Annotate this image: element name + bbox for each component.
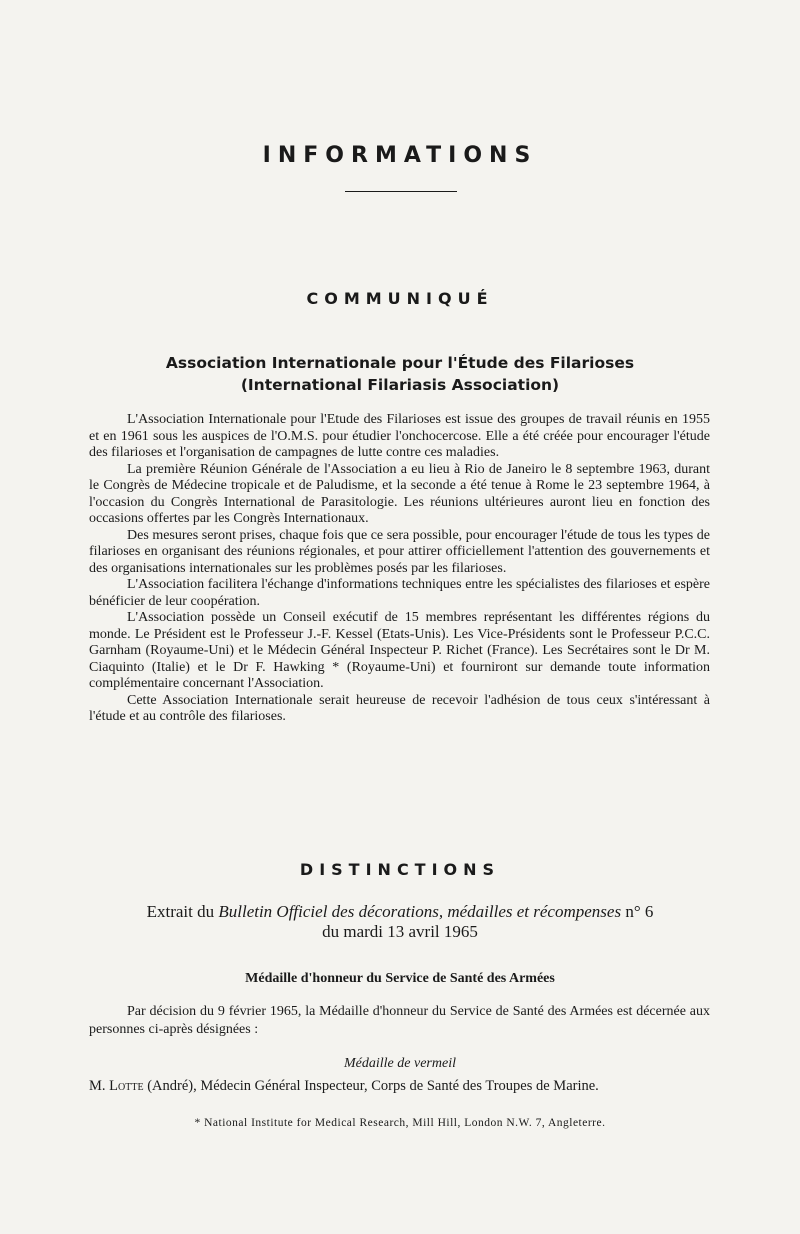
bulletin-number: n° 6 xyxy=(621,902,654,921)
distinctions-heading: DISTINCTIONS xyxy=(299,860,501,879)
decision-text xyxy=(89,1003,710,1039)
communique-heading: COMMUNIQUÉ xyxy=(306,289,494,308)
vermeil-subheading: Médaille de vermeil xyxy=(344,1056,456,1071)
communique-body xyxy=(89,412,710,726)
recipient-prefix: M. xyxy=(89,1078,110,1094)
paragraph: L'Association possède un Conseil exécutif de 15 membres représentant les différentes régions du monde. Le Président est le Professeur J.-F. Kessel (Etats-Unis). Les Vice-Présidents sont le Professeur P.C.C. Garnham (Royaume-Uni) et le Médecin Général Inspecteur P. Richet (France). Les Secrétaires sont le Dr M. Ciaquinto (Italie) et le Dr F. Hawking * (Royaume-Uni) et fourniront sur demande toute information complémentaire concernant l'Association. xyxy=(89,610,710,691)
extract-date: du mardi 13 avril 1965 xyxy=(322,922,478,941)
medal-heading: Médaille d'honneur du Service de Santé des Armées xyxy=(245,971,555,986)
paragraph: L'Association facilitera l'échange d'informations techniques entre les spécialistes des filarioses et espère bénéficier de leur coopération. xyxy=(89,577,710,609)
bulletin-title: Bulletin Officiel des décorations, médailles et récompenses xyxy=(218,902,622,921)
recipient-surname: Lotte xyxy=(109,1078,144,1094)
paragraph: Des mesures seront prises, chaque fois que ce sera possible, pour encourager l'étude de tous les types de filarioses en organisant des réunions régionales, et pour attirer officiellement l'attention des gouvernements et des organisations internationales sur les problèmes posés par les filarioses. xyxy=(89,527,710,576)
association-name: Association Internationale pour l'Étude des Filarioses xyxy=(165,354,635,372)
bulletin-extract xyxy=(0,902,800,942)
paragraph: La première Réunion Générale de l'Association a eu lieu à Rio de Janeiro le 8 septembre 1963, durant le Congrès de Médecine tropicale et de Paludisme, et la seconde a été tenue à Rome le 23 septembre 1964, à l'occasion du Congrès International de Parasitologie. Les réunions ultérieures auront lieu en fonction des occasions offertes par les Congrès Internationaux. xyxy=(89,461,710,526)
paragraph: Par décision du 9 février 1965, la Médaille d'honneur du Service de Santé des Armées est décernée aux personnes ci-après désignées : xyxy=(89,1004,710,1037)
footnote: * National Institute for Medical Research, Mill Hill, London N.W. 7, Angleterre. xyxy=(194,1117,606,1129)
paragraph: Cette Association Internationale serait heureuse de recevoir l'adhésion de tous ceux s'intéressant à l'étude et au contrôle des filarioses. xyxy=(89,692,710,724)
recipient-details: (André), Médecin Général Inspecteur, Corps de Santé des Troupes de Marine. xyxy=(143,1078,599,1094)
award-recipient xyxy=(89,1078,729,1095)
association-name-english: (International Filariasis Association) xyxy=(240,376,560,394)
extract-prefix: Extrait du xyxy=(146,902,219,921)
extract-line-1 xyxy=(0,902,800,922)
page-title: INFORMATIONS xyxy=(262,143,538,168)
title-divider xyxy=(345,191,457,192)
paragraph: L'Association Internationale pour l'Etude des Filarioses est issue des groupes de travail réunis en 1955 et en 1961 sous les auspices de l'O.M.S. pour étudier l'onchocercose. Elle a été créée pour encourager l'étude des filarioses et l'organisation de campagnes de lutte contre ces maladies. xyxy=(89,412,710,460)
